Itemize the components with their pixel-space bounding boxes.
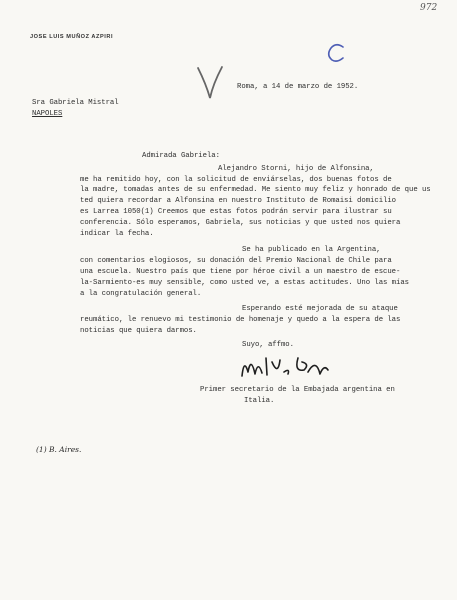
handwritten-note: (1) B. Aires.: [36, 445, 82, 454]
salutation: Admirada Gabriela:: [142, 152, 220, 160]
paragraph-line: me ha remitido hoy, con la solicitud de enviárselas, dos buenas fotos de: [80, 176, 392, 184]
paragraph-line: reumático, le renuevo mi testimonio de homenaje y quedo a la espera de las: [80, 316, 401, 324]
paragraph-line: la madre, tomadas antes de su enfermedad. Me siento muy feliz y honrado de que us: [80, 186, 431, 194]
paragraph-line: es Larrea 1050(1) Creemos que estas fotos podrán servir para ilustrar su: [80, 208, 392, 216]
closing: Suyo, affmo.: [242, 341, 294, 349]
place-date: Roma, a 14 de marzo de 1952.: [237, 83, 359, 91]
archive-number: 972: [420, 3, 438, 13]
recipient-name: Sra Gabriela Mistral: [32, 99, 119, 107]
signature-title: Italia.: [244, 397, 275, 405]
recipient-city: NAPOLES: [32, 110, 63, 118]
paragraph-line: Alejandro Storni, hijo de Alfonsina,: [218, 165, 374, 173]
paragraph-line: conferencia. Sólo esperamos, Gabriela, sus noticias y que usted nos quiera: [80, 219, 401, 227]
paragraph-line: Esperando esté mejorada de su ataque: [242, 305, 398, 313]
paragraph-line: la-Sarmiento-es muy sensible, como usted ve, a estas actitudes. Uno las mías: [80, 279, 409, 287]
paragraph-line: indicar la fecha.: [80, 230, 154, 238]
paragraph-line: con comentarios elogiosos, su donación del Premio Nacional de Chile para: [80, 257, 392, 265]
letterhead: JOSE LUIS MUÑOZ AZPIRI: [30, 34, 114, 40]
paragraph-line: Se ha publicado en la Argentina,: [242, 246, 381, 254]
pencil-check-mark: [195, 64, 225, 102]
pencil-c-mark: [326, 42, 348, 64]
paragraph-line: a la congratulación general.: [80, 290, 202, 298]
paragraph-line: ted quiera recordar a Alfonsina en nuestro Instituto de Romaisi domicilio: [80, 197, 397, 205]
paragraph-line: una escuela. Nuestro país que tiene por héroe civil a un maestro de escue-: [80, 268, 401, 276]
paragraph-line: noticias que quiera darmos.: [80, 327, 197, 335]
handwritten-signature: [238, 350, 334, 384]
signature-title: Primer secretario de la Embajada argentina en: [200, 386, 395, 394]
